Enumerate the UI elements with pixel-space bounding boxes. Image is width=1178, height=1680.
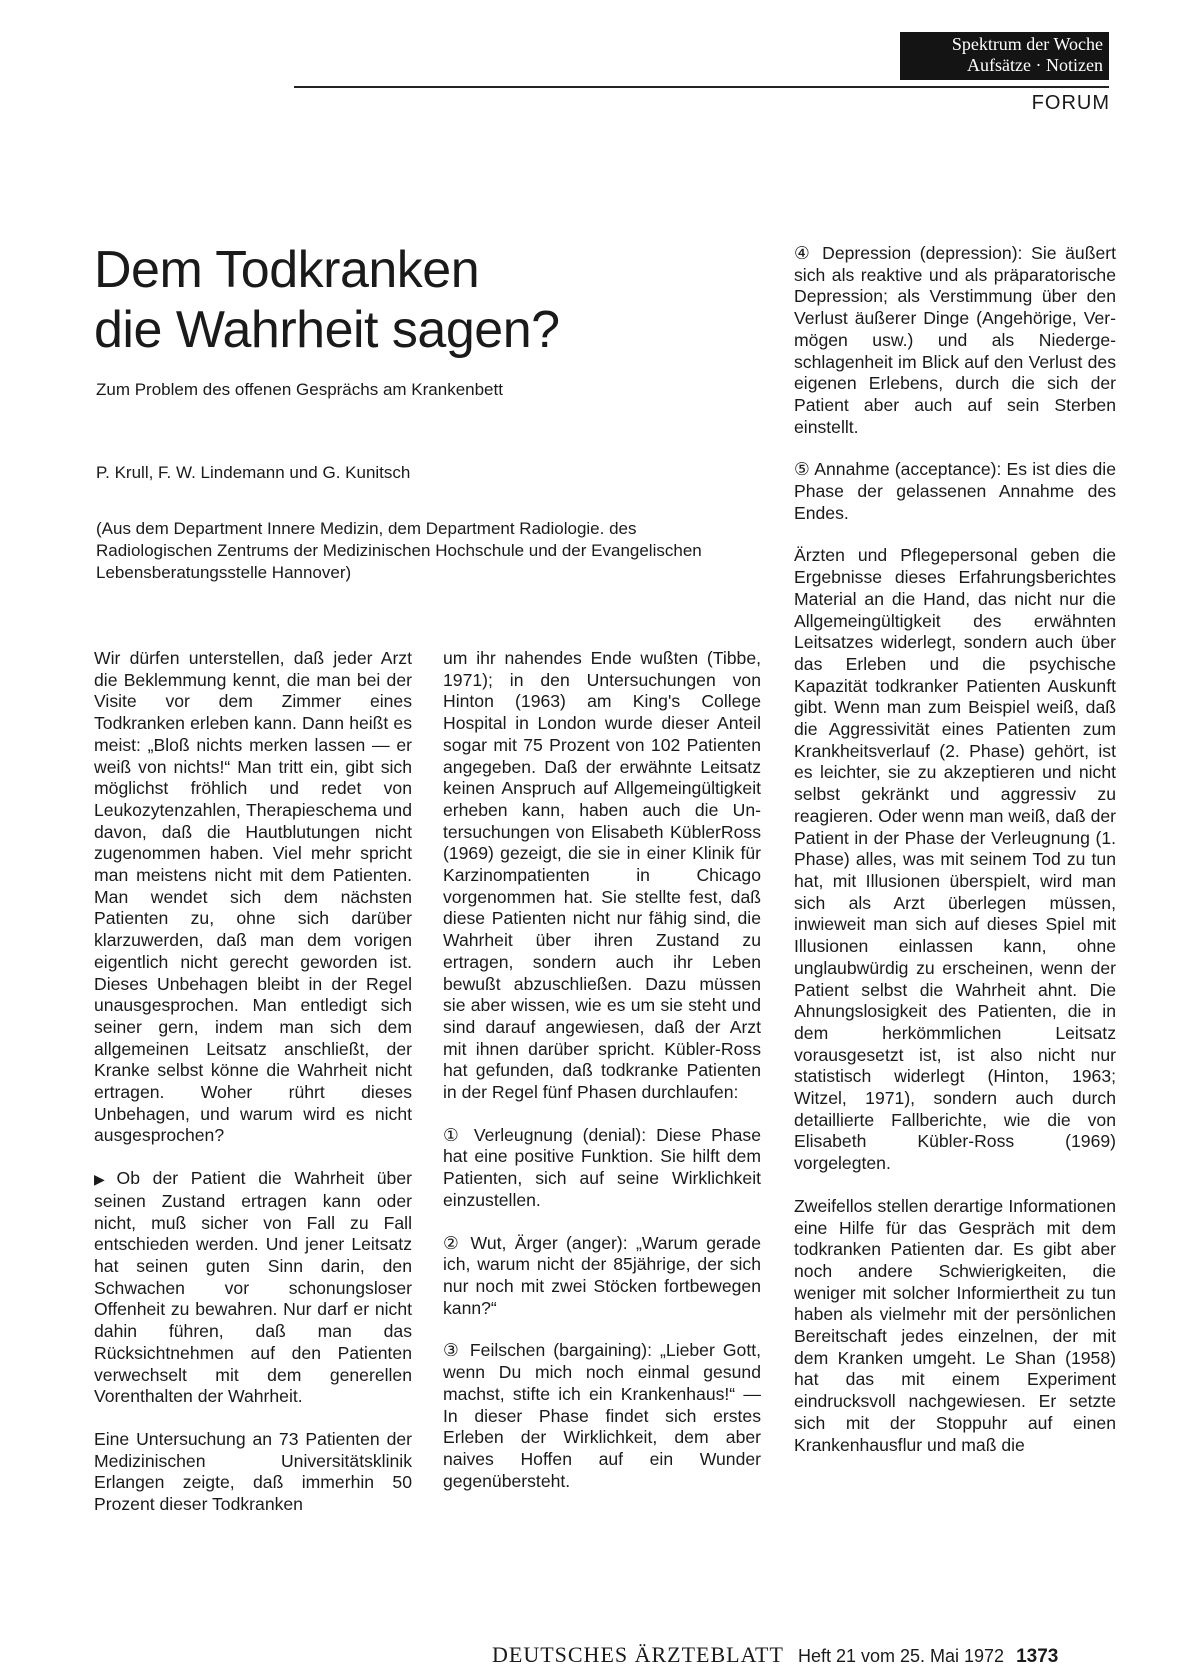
badge-line-2: Aufsätze · Notizen bbox=[967, 55, 1103, 75]
title-line-2: die Wahrheit sagen? bbox=[94, 301, 560, 359]
phase-item-5: ⑤ Annahme (acceptance): Es ist dies die Phase der gelassenen Annahme des Endes. bbox=[794, 459, 1116, 523]
phase-item-2: ② Wut, Ärger (anger): „Warum gerade ich, warum nicht der 85jährige, der sich nur noch mit zwei Stöcken fortbewegen kann?“ bbox=[443, 1232, 761, 1318]
paragraph: Zweifellos stellen derartige Informationen eine Hilfe für das Gespräch mit dem todkranken Patienten dar. Es gibt aber noch andere Schwierigkeiten, die weniger mit solcher Informiertheit zu tun haben als vielmehr mit der persönlichen Bereitschaft jedes einzelnen, der mit dem Kranken umgeht. Le Shan (1958) hat das mit einem Experiment eindrucksvoll nachgewiesen. Er setzte sich mit der Stoppuhr auf einen Krankenhausflur und maß die bbox=[794, 1195, 1116, 1455]
paragraph-text: Ob der Patient die Wahrheit über seinen Zustand ertragen kann oder nicht, muß sicher von Fall zu Fall entschieden werden. Und jener Leitsatz hat seinen guten Sinn darin, den Schwachen vor schonungsloser Offenheit zu bewahren. Nur darf er nicht dahin führen, daß man das Rücksichtnehmen auf den Patienten verwechselt mit dem generellen Vorenthalten der Wahrheit. bbox=[94, 1168, 412, 1407]
section-badge bbox=[900, 32, 1109, 80]
phase-item-1: ① Verleugnung (denial): Diese Phase hat eine positive Funktion. Sie hilft dem Patienten, sich auf seine Wirklichkeit einzustellen. bbox=[443, 1124, 761, 1210]
title-line-1: Dem Todkranken bbox=[94, 241, 480, 299]
section-label: FORUM bbox=[1031, 92, 1110, 114]
paragraph: Eine Untersuchung an 73 Patienten der Medizinischen Universitätsklinik Erlangen zeigte, daß immerhin 50 Prozent dieser Todkranken bbox=[94, 1428, 412, 1515]
issue-info: Heft 21 vom 25. Mai 1972 bbox=[797, 1646, 1005, 1666]
page-footer bbox=[492, 1642, 1058, 1668]
phase-item-3: ③ Feilschen (bargaining): „Lieber Gott, wenn Du mich noch einmal gesund machst, stifte ich ein Krankenhaus!“ — In dieser Phase findet sich erstes Erleben der Wirklichkeit, dem aber naives Hoffen auf ein Wunder gegenübersteht. bbox=[443, 1340, 761, 1491]
phase-item-4: ④ Depression (depression): Sie äußert sich als reaktive und als präparatorische Depression; als Verstimmung über den Verlust äußerer Dinge (Angehörige, Vermögen usw.) und als Niedergeschlagenheit im Blick auf den Verlust des eigenen Erlebens, durch die sich der Patient aber auch auf sein Sterben einstellt. bbox=[794, 243, 1116, 437]
triangle-marker-icon: ▶ bbox=[94, 1171, 113, 1188]
badge-line-1: Spektrum der Woche bbox=[951, 34, 1103, 54]
text-column-1 bbox=[94, 648, 412, 1537]
article-subtitle: Zum Problem des offenen Gesprächs am Krankenbett bbox=[96, 380, 503, 399]
journal-name: DEUTSCHES ÄRZTEBLATT bbox=[492, 1642, 784, 1667]
paragraph bbox=[94, 1168, 412, 1408]
paragraph: Ärzten und Pflegepersonal geben die Ergebnisse dieses Erfahrungsberichtes Material an die Hand, das nicht nur die Allgemeingültigkeit des erwähnten Leitsatzes widerlegt, sondern auch über das Erleben und die psychische Kapazität todkranker Patienten Auskunft gibt. Wenn man zum Beispiel weiß, daß die Aggressivität eines Patienten zum Krankheitsverlauf (2. Phase) gehört, ist es leichter, sie zu akzeptieren und nicht selbst gekränkt und aggressiv zu reagieren. Oder wenn man weiß, daß der Patient in der Phase der Verleugnung (1. Phase) alles, was mit seinem Tod zu tun hat, mit Illusionen überspielt, wird man sich als Arzt überlegen müssen, inwieweit man sich auf dieses Spiel mit Illusionen einlassen kann, ohne unglaubwürdig zu erscheinen, wenn der Patient selbst die Wahrheit ahnt. Die Ahnungslosigkeit des Patienten, die in dem herkömmlichen Leitsatz vorausgesetzt ist, ist also nicht nur statistisch widerlegt (Hinton, 1963; Witzel, 1971), sondern auch durch detaillierte Fallberichte, wie die von Elisabeth Kübler-Ross (1969) vorgelegten. bbox=[794, 545, 1116, 1174]
article-affiliation: (Aus dem Department Innere Medizin, dem Department Radiologie. des Radiologischen Zentrums der Medizinischen Hochschule und der Evangelischen Lebensberatungsstelle Hannover) bbox=[96, 519, 702, 582]
header-rule bbox=[294, 86, 1109, 88]
text-column-2 bbox=[443, 648, 761, 1513]
paragraph: Wir dürfen unterstellen, daß jeder Arzt die Beklemmung kennt, die man bei der Visite vor dem Zimmer eines Todkranken erleben kann. Dann heißt es meist: „Bloß nichts merken lassen — er weiß von nichts!“ Man tritt ein, gibt sich möglichst fröhlich und redet von Leukozytenzahlen, Therapieschema und davon, daß die Hautblutungen nicht zugenommen haben. Viel mehr spricht man meistens nicht mit dem Patienten. Man wendet sich dem nächsten Patienten zu, ohne sich darüber klarzuwerden, daß man dem vorigen eigentlich nicht gerecht geworden ist. Dieses Unbehagen bleibt in der Regel unausgesprochen. Man entledigt sich seiner gern, indem man sich dem allgemeinen Leitsatz anschließt, der Kranke selbst könne die Wahrheit nicht ertragen. Woher rührt dieses Unbehagen, und warum wird es nicht ausgesprochen? bbox=[94, 648, 412, 1146]
page-number: 1373 bbox=[1016, 1646, 1059, 1667]
text-column-3 bbox=[794, 243, 1116, 1477]
paragraph: um ihr nahendes Ende wußten (Tibbe, 1971); in den Untersuchungen von Hinton (1963) am King's College Hospital in London wurde dieser Anteil sogar mit 75 Prozent von 102 Patienten angegeben. Daß der erwähnte Leitsatz keinen Anspruch auf Allgemeingültigkeit erheben kann, haben auch die Untersuchungen von Elisabeth KüblerRoss (1969) gezeigt, die sie in einer Klinik für Karzinompatienten in Chicago vorgenommen hat. Sie stellte fest, daß diese Patienten nicht nur fähig sind, die Wahrheit über ihren Zustand zu ertragen, sondern auch ihr Leben bewußt abzuschließen. Dazu müssen sie aber wissen, wie es um sie steht und sind darauf angewiesen, daß der Arzt mit ihnen darüber spricht. Kübler-Ross hat gefunden, daß todkranke Patienten in der Regel fünf Phasen durchlaufen: bbox=[443, 648, 761, 1103]
article-title bbox=[94, 240, 560, 360]
article-authors: P. Krull, F. W. Lindemann und G. Kunitsch bbox=[96, 463, 411, 482]
